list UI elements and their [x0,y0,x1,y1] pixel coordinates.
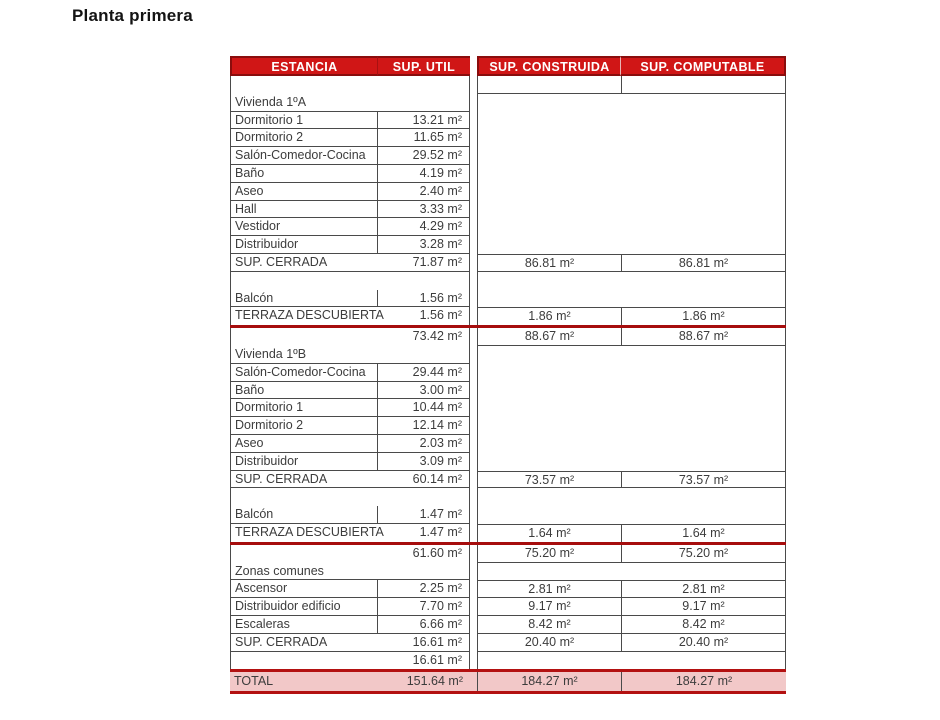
sup-construida-value [478,346,621,364]
estancia-label [231,328,378,346]
row-right-section [477,471,786,489]
table-row [230,417,786,435]
table-gap [470,129,477,147]
estancia-label: Zonas comunes [235,563,324,578]
sup-computable-value [621,364,785,382]
estancia-label: Vivienda 1ºA [235,94,307,109]
estancia-label: Balcón [231,506,378,523]
estancia-label: TOTAL [234,674,274,689]
sup-util-value: 1.56 m² [419,290,462,305]
row-right-section [477,580,786,598]
estancia-label: TERRAZA DESCUBIERTA [235,524,384,539]
table-row [230,147,786,165]
table-row [230,290,786,308]
sup-computable-value: 1.64 m² [621,524,785,542]
row-right-section [477,672,786,691]
sup-construida-value [478,652,621,670]
row-right-section [477,112,786,130]
sup-computable-value [621,201,785,219]
sup-computable-value [621,563,785,581]
table-gap [470,435,477,453]
estancia-label [231,488,378,506]
table-row [230,580,786,598]
row-right-section [477,236,786,254]
sup-util-value: 7.70 m² [419,599,462,614]
sup-computable-value [621,236,785,254]
sup-construida-value: 1.86 m² [478,307,621,325]
table-gap [470,382,477,400]
sup-computable-value [621,652,785,670]
row-left-section [230,112,470,130]
sup-util-value: 16.61 m² [412,652,462,667]
table-gap [470,634,477,652]
sup-computable-value [621,129,785,147]
row-right-section [477,435,786,453]
sup-construida-value: 73.57 m² [478,471,621,489]
table-gap [470,147,477,165]
sup-util-value: 10.44 m² [412,400,462,415]
table-row [230,563,786,581]
table-row [230,488,786,506]
row-left-section [230,598,470,616]
sup-computable-value [621,76,785,94]
row-left-section [230,201,470,219]
table-gap [470,471,477,489]
row-left-section [230,236,470,254]
row-right-section [477,417,786,435]
table-row [230,129,786,147]
sup-computable-value [621,382,785,400]
sup-construida-value [478,453,621,471]
row-left-section [230,328,470,346]
estancia-label: Salón-Comedor-Cocina [231,364,378,381]
table-row [230,652,786,670]
table-gap [470,364,477,382]
sup-util-value [378,76,469,94]
table-row [230,435,786,453]
sup-util-value: 2.03 m² [419,435,462,450]
table-gap [470,652,477,670]
sup-util-value: 1.56 m² [419,308,462,323]
sup-computable-value: 1.86 m² [621,307,785,325]
sup-construida-value [478,94,621,112]
table-row [230,399,786,417]
sup-construida-value [478,165,621,183]
row-left-section [230,290,470,308]
row-left-section [230,506,470,524]
table-gap [470,453,477,471]
table-row [230,545,786,563]
row-right-section [477,201,786,219]
sup-construida-value: 184.27 m² [521,674,578,689]
row-right-section [477,399,786,417]
sup-computable-value: 9.17 m² [621,598,785,616]
sup-util-value: 6.66 m² [419,616,462,631]
page-title: Planta primera [72,6,193,25]
sup-construida-value [478,364,621,382]
sup-computable-value [621,453,785,471]
estancia-label: Dormitorio 2 [231,417,378,434]
estancia-label: SUP. CERRADA [235,471,328,486]
estancia-label: TERRAZA DESCUBIERTA [235,308,384,323]
sup-util-value: 2.25 m² [419,581,462,596]
row-left-section [230,580,470,598]
row-left-section [230,129,470,147]
estancia-label: Baño [231,165,378,182]
table-gap [470,563,477,581]
row-left-section [230,471,470,489]
table-gap [470,165,477,183]
row-right-section [477,129,786,147]
row-right-section [477,346,786,364]
row-right-section [477,364,786,382]
sup-util-value: 11.65 m² [413,130,462,145]
table-gap [470,76,477,94]
row-left-section [230,272,470,290]
sup-util-value: 61.60 m² [412,545,462,560]
table-row [230,165,786,183]
sup-computable-value [621,183,785,201]
table-row [230,616,786,634]
table-row [230,634,786,652]
table-gap [470,328,477,346]
sup-construida-value [478,112,621,130]
sup-construida-value: 20.40 m² [478,634,621,652]
table-gap [470,506,477,524]
estancia-label: Baño [231,382,378,399]
row-left-section [230,382,470,400]
table-row [230,328,786,346]
table-gap [470,598,477,616]
sup-computable-value [621,218,785,236]
sup-util-value: 2.40 m² [419,183,462,198]
sup-construida-value [478,506,621,524]
row-right-section [477,94,786,112]
table-row [230,669,786,694]
estancia-label: Distribuidor edificio [231,598,378,615]
sup-computable-value [621,506,785,524]
estancia-label: SUP. CERRADA [235,254,328,269]
sup-construida-value [478,218,621,236]
table-row [230,453,786,471]
table-row [230,307,786,328]
estancia-label: Distribuidor [231,236,378,253]
table-row [230,598,786,616]
sup-construida-value [478,290,621,308]
sup-construida-value [478,129,621,147]
table-row [230,218,786,236]
sup-computable-value: 8.42 m² [621,616,785,634]
table-row [230,112,786,130]
sup-construida-value: 2.81 m² [478,580,621,598]
table-row [230,471,786,489]
sup-util-value: 4.19 m² [419,165,462,180]
row-left-section [230,435,470,453]
row-right-section [477,506,786,524]
table-gap [470,672,477,691]
header-gap [470,56,477,76]
row-right-section [477,147,786,165]
table-gap [470,488,477,506]
column-header-sup-util: SUP. UTIL [378,56,470,76]
row-left-section [230,545,470,563]
sup-util-value [378,563,469,580]
table-gap [470,183,477,201]
row-right-section [477,488,786,506]
column-header-sup-computable: SUP. COMPUTABLE [621,56,786,76]
row-right-section [477,634,786,652]
estancia-label: Dormitorio 1 [231,112,378,129]
sup-construida-value [478,399,621,417]
sup-util-value [378,272,469,290]
sup-construida-value [478,236,621,254]
row-right-section [477,290,786,308]
row-left-section [230,147,470,165]
sup-construida-value: 86.81 m² [478,254,621,272]
sup-construida-value [478,382,621,400]
sup-construida-value: 1.64 m² [478,524,621,542]
sup-util-value: 29.44 m² [412,364,462,379]
sup-computable-value: 86.81 m² [621,254,785,272]
sup-util-value: 3.09 m² [419,453,462,468]
row-right-section [477,272,786,290]
sup-computable-value: 75.20 m² [621,545,785,563]
row-left-section [230,218,470,236]
table-row [230,346,786,364]
table-gap [470,417,477,435]
estancia-label: Balcón [231,290,378,307]
table-gap [470,346,477,364]
sup-util-value: 4.29 m² [419,219,462,234]
sup-computable-value: 88.67 m² [621,328,785,346]
row-right-section [477,76,786,94]
row-right-section [477,598,786,616]
row-right-section [477,165,786,183]
row-left-section [230,634,470,652]
estancia-label: Dormitorio 2 [231,129,378,146]
sup-util-value: 12.14 m² [412,418,462,433]
sup-construida-value: 9.17 m² [478,598,621,616]
sup-util-value [378,346,469,363]
sup-construida-value: 88.67 m² [478,328,621,346]
row-left-section [230,652,470,670]
row-left-section [230,346,470,364]
table-gap [470,272,477,290]
sup-util-value: 3.00 m² [419,382,462,397]
row-right-section [477,183,786,201]
estancia-label: Vivienda 1ºB [235,346,307,361]
row-left-section [230,563,470,581]
estancia-label [231,76,378,94]
row-right-section [477,563,786,581]
column-header-estancia: ESTANCIA [230,56,378,76]
sup-util-value: 60.14 m² [412,471,462,486]
row-right-section [477,524,786,542]
estancia-label: SUP. CERRADA [235,634,328,649]
row-left-section [230,183,470,201]
table-gap [470,545,477,563]
sup-construida-value [478,183,621,201]
row-left-section [230,488,470,506]
table-body [230,76,786,694]
estancia-label [231,545,378,563]
sup-computable-value: 73.57 m² [621,471,785,489]
table-header-row [230,56,786,76]
sup-util-value: 16.61 m² [412,634,462,649]
row-right-section [477,652,786,670]
sup-computable-value [621,399,785,417]
table-gap [470,580,477,598]
row-left-section [230,307,470,325]
sup-util-value: 29.52 m² [412,148,462,163]
estancia-label: Aseo [231,435,378,452]
sup-construida-value [478,488,621,506]
table-gap [470,307,477,325]
estancia-label [231,652,378,670]
table-gap [470,616,477,634]
estancia-label: Distribuidor [231,453,378,470]
table-row [230,201,786,219]
row-right-section [477,328,786,346]
row-right-section [477,382,786,400]
row-right-section [477,307,786,325]
sup-util-value: 13.21 m² [412,112,462,127]
sup-construida-value [478,201,621,219]
row-left-section [230,453,470,471]
row-left-section [230,76,470,94]
row-right-section [477,453,786,471]
table-row [230,76,786,94]
sup-computable-value: 2.81 m² [621,580,785,598]
sup-util-value: 1.47 m² [419,524,462,539]
row-right-section [477,545,786,563]
row-left-section [230,524,470,542]
estancia-label: Salón-Comedor-Cocina [231,147,378,164]
sup-computable-value [621,272,785,290]
sup-util-value [378,488,469,506]
table-row [230,183,786,201]
sup-construida-value [478,417,621,435]
table-row [230,254,786,272]
estancia-label [231,272,378,290]
sup-construida-value: 8.42 m² [478,616,621,634]
estancia-label: Vestidor [231,218,378,235]
table-gap [470,399,477,417]
column-header-sup-construida: SUP. CONSTRUIDA [477,56,621,76]
surface-area-table [230,56,786,694]
row-left-section [230,165,470,183]
estancia-label: Ascensor [231,580,378,597]
row-left-section [230,254,470,272]
sup-construida-value [478,272,621,290]
estancia-label: Dormitorio 1 [231,399,378,416]
row-left-section [230,417,470,435]
row-left-section [230,616,470,634]
estancia-label: Escaleras [231,616,378,633]
table-gap [470,94,477,112]
sup-construida-value [478,563,621,581]
sup-construida-value [478,435,621,453]
sup-util-value [378,94,469,111]
sup-util-value: 3.28 m² [419,237,462,252]
row-right-section [477,616,786,634]
sup-computable-value [621,435,785,453]
sup-construida-value [478,76,621,94]
row-right-section [477,218,786,236]
table-row [230,506,786,524]
sup-computable-value: 184.27 m² [621,672,786,691]
table-gap [470,236,477,254]
table-gap [470,290,477,308]
table-gap [470,112,477,130]
row-left-section [230,399,470,417]
row-right-section [477,254,786,272]
row-left-section [230,672,470,691]
table-row [230,382,786,400]
table-row [230,524,786,545]
sup-computable-value [621,488,785,506]
estancia-label: Aseo [231,183,378,200]
sup-util-value: 151.64 m² [406,674,463,689]
sup-construida-value: 75.20 m² [478,545,621,563]
sup-util-value: 1.47 m² [419,507,462,522]
sup-util-value: 71.87 m² [412,254,462,269]
table-gap [470,254,477,272]
sup-computable-value [621,290,785,308]
row-left-section [230,94,470,112]
sup-computable-value [621,165,785,183]
sup-construida-value [478,147,621,165]
table-row [230,94,786,112]
table-gap [470,218,477,236]
table-row [230,364,786,382]
sup-computable-value [621,147,785,165]
table-row [230,272,786,290]
table-gap [470,201,477,219]
sup-computable-value [621,112,785,130]
sup-util-value: 3.33 m² [419,201,462,216]
table-row [230,236,786,254]
sup-computable-value [621,346,785,364]
sup-computable-value [621,94,785,112]
sup-util-value: 73.42 m² [412,329,462,344]
estancia-label: Hall [231,201,378,218]
sup-computable-value: 20.40 m² [621,634,785,652]
row-left-section [230,364,470,382]
sup-computable-value [621,417,785,435]
table-gap [470,524,477,542]
